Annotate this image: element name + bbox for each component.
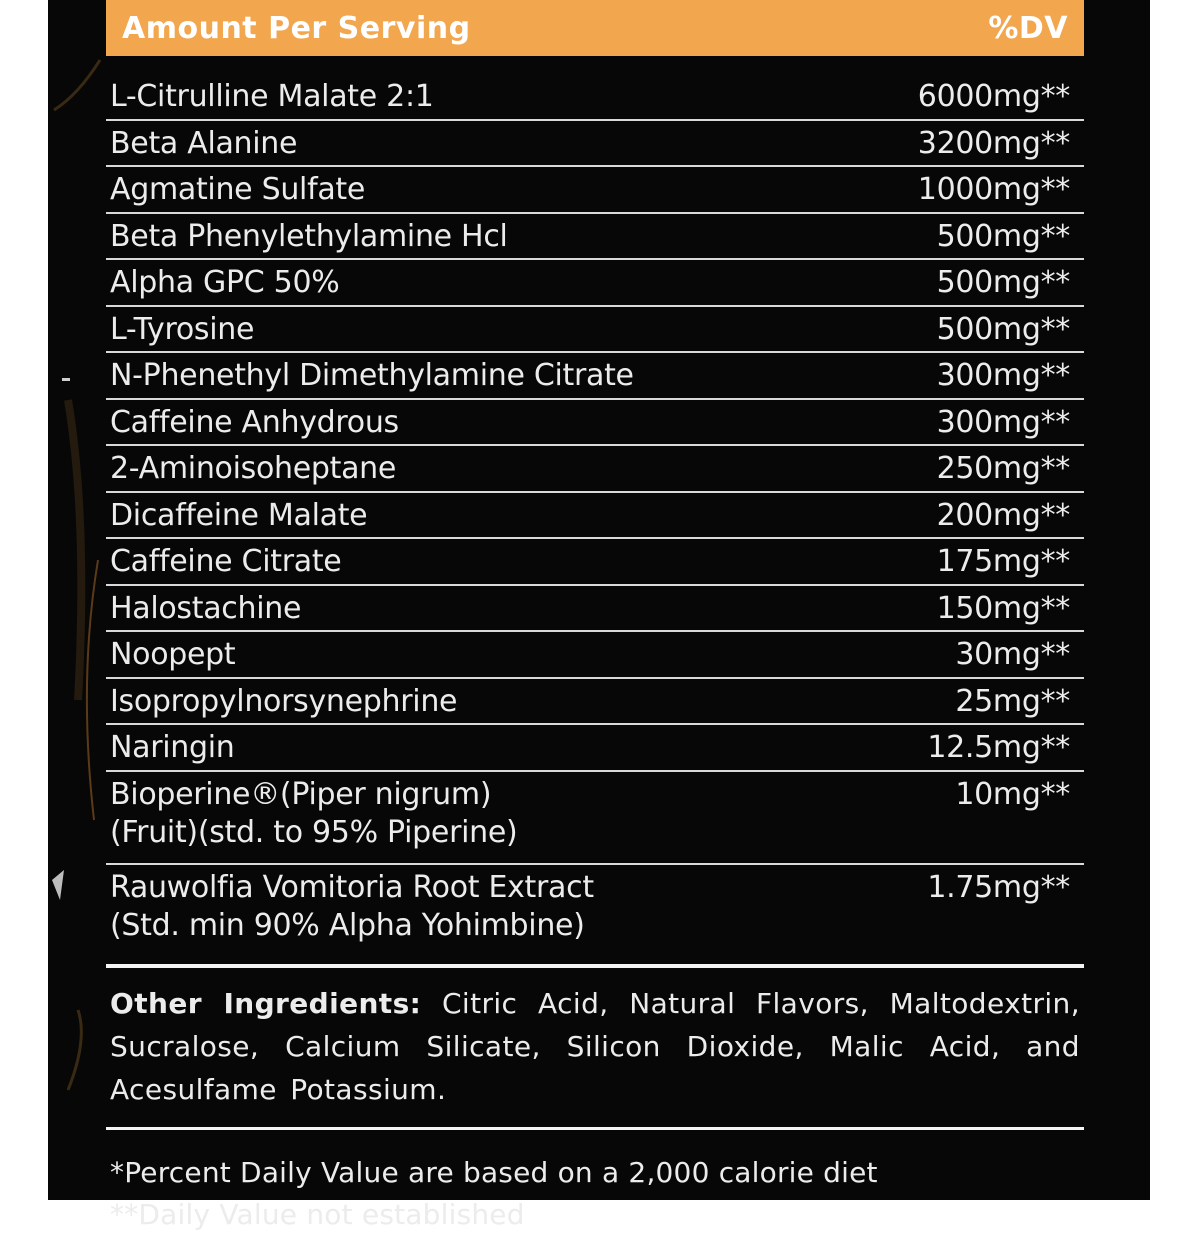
ingredient-amount: 1.75mg** xyxy=(927,869,1070,905)
ingredient-amount: 6000mg** xyxy=(917,79,1070,114)
ingredient-amount: 200mg** xyxy=(936,497,1070,533)
daily-value-footnote: *Percent Daily Value are based on a 2,000 calorie diet xyxy=(110,1155,878,1189)
ingredient-name: 2-Aminoisoheptane xyxy=(110,451,397,486)
ingredient-name: Caffeine Citrate xyxy=(110,544,342,579)
ingredient-name: Bioperine®(Piper nigrum) (Fruit)(std. to 95% Piperine) xyxy=(110,776,518,850)
ingredient-row xyxy=(106,121,1084,168)
ingredient-amount: 500mg** xyxy=(936,265,1070,300)
amount-per-serving-heading: Amount Per Serving xyxy=(122,10,471,46)
ingredient-name: Agmatine Sulfate xyxy=(110,172,366,207)
ingredient-row xyxy=(106,725,1084,772)
ingredient-row xyxy=(106,493,1084,540)
ingredient-name: N-Phenethyl Dimethylamine Citrate xyxy=(110,358,634,393)
ingredient-amount: 250mg** xyxy=(936,451,1070,486)
ingredient-row xyxy=(106,353,1084,400)
decorative-background-art xyxy=(48,0,106,1200)
ingredient-amount: 10mg** xyxy=(955,776,1070,812)
ingredient-name: Noopept xyxy=(110,637,236,672)
ingredient-name: Rauwolfia Vomitoria Root Extract (Std. min 90% Alpha Yohimbine) xyxy=(110,869,594,943)
ingredient-table xyxy=(106,74,1084,958)
ingredient-row xyxy=(106,539,1084,586)
ingredient-amount: 25mg** xyxy=(955,683,1070,719)
ingredient-name: Beta Phenylethylamine Hcl xyxy=(110,218,508,254)
ingredient-row xyxy=(106,446,1084,493)
ingredient-row xyxy=(106,632,1084,679)
daily-value-heading: %DV xyxy=(988,10,1068,46)
ingredient-name: Isopropylnorsynephrine xyxy=(110,683,458,719)
ingredient-name: Halostachine xyxy=(110,590,302,626)
ingredient-name: Beta Alanine xyxy=(110,125,298,161)
ingredient-amount: 3200mg** xyxy=(917,125,1070,161)
ingredient-name: Dicaffeine Malate xyxy=(110,497,368,533)
ingredient-amount: 30mg** xyxy=(955,637,1070,672)
ingredient-name: Naringin xyxy=(110,730,235,765)
ingredient-amount: 300mg** xyxy=(936,358,1070,393)
ingredient-row xyxy=(106,214,1084,261)
ingredient-amount: 500mg** xyxy=(936,218,1070,254)
ingredient-amount: 150mg** xyxy=(936,590,1070,626)
ingredient-amount: 175mg** xyxy=(936,544,1070,579)
ingredient-row xyxy=(106,307,1084,354)
other-ingredients-label: Other Ingredients: xyxy=(110,986,422,1020)
supplement-facts-label xyxy=(106,0,1084,1236)
not-established-footnote: **Daily Value not established xyxy=(110,1197,525,1231)
footnote-divider xyxy=(106,1127,1084,1130)
label-panel xyxy=(48,0,1150,1231)
ingredient-name: Caffeine Anhydrous xyxy=(110,404,399,440)
section-divider xyxy=(106,964,1084,968)
ingredient-row xyxy=(106,260,1084,307)
ingredient-row xyxy=(106,74,1084,121)
ingredient-name: L-Tyrosine xyxy=(110,311,255,347)
ingredient-amount: 12.5mg** xyxy=(927,730,1070,765)
other-ingredients-text: Citric Acid, Natural Flavors, Maltodextrin, Sucralose, Calcium Silicate, Silicon Dioxide, Malic Acid, and Acesulfame Potassium. xyxy=(110,986,1080,1106)
ingredient-row xyxy=(106,167,1084,214)
ingredient-amount: 1000mg** xyxy=(917,172,1070,207)
ingredient-name: Alpha GPC 50% xyxy=(110,265,340,300)
ingredient-amount: 300mg** xyxy=(936,404,1070,440)
ingredient-name: L-Citrulline Malate 2:1 xyxy=(110,79,434,114)
serving-header xyxy=(106,0,1084,56)
ingredient-row xyxy=(106,586,1084,633)
ingredient-row xyxy=(106,679,1084,726)
ingredient-row xyxy=(106,772,1084,865)
ingredient-row xyxy=(106,400,1084,447)
ingredient-amount: 500mg** xyxy=(936,311,1070,347)
ingredient-row xyxy=(106,865,1084,958)
other-ingredients xyxy=(106,982,1084,1111)
